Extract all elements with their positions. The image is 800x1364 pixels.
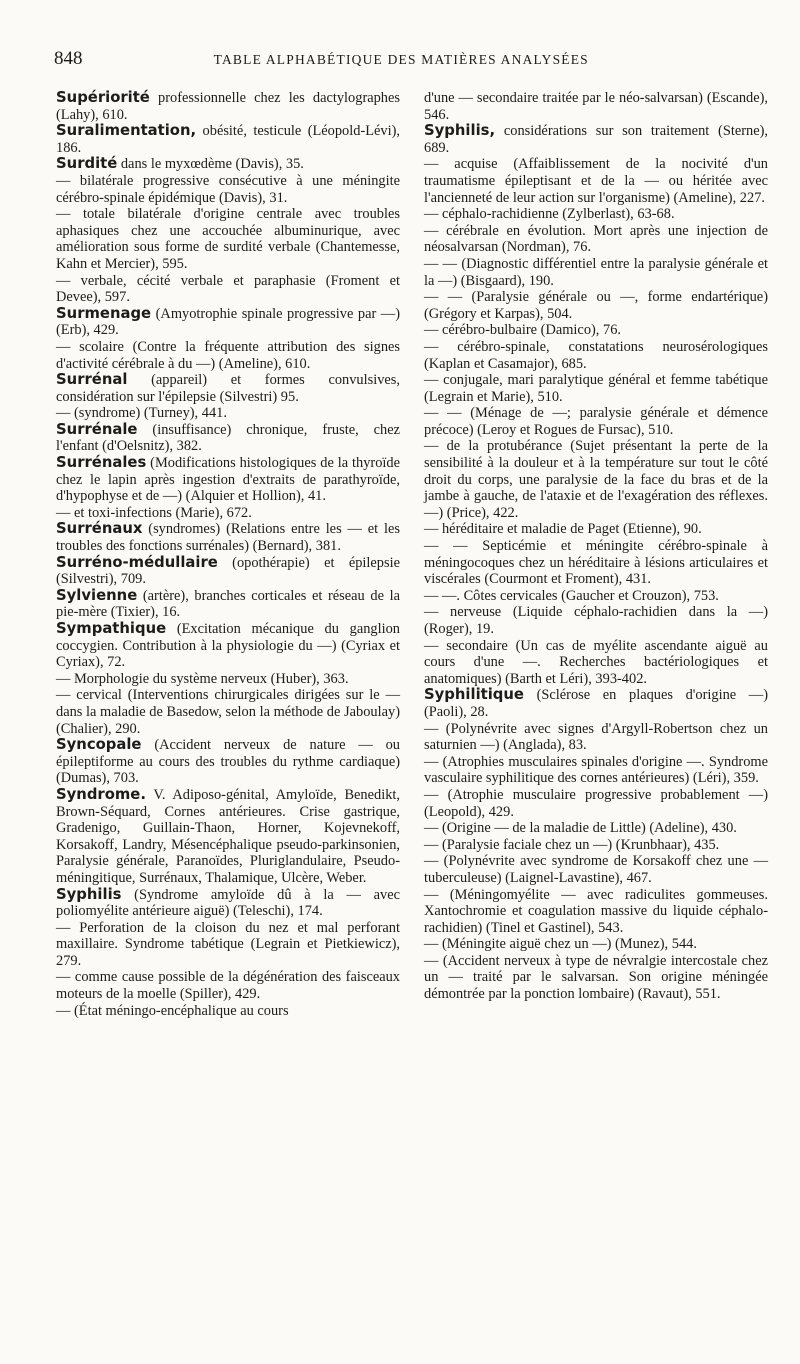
index-entry: Syphilis (Syndrome amyloïde dû à la — avec poliomyélite antérieure aiguë) (Teleschi), 174. [56, 885, 400, 920]
index-entry: Syphilitique (Sclérose en plaques d'origine —) (Paoli), 28. [424, 686, 768, 720]
index-entry: — comme cause possible de la dégénération des faisceaux moteurs de la moelle (Spiller), 429. [56, 969, 400, 1003]
right-column [424, 90, 768, 1003]
index-entry: — — (Ménage de —; paralysie générale et démence précoce) (Leroy et Rogues de Fursac), 510. [424, 405, 768, 438]
index-entry: Suralimentation, obésité, testicule (Léopold-Lévi), 186. [56, 122, 400, 156]
entry-headword: Supériorité [56, 89, 150, 106]
index-entry: — (Méningomyélite — avec radiculites gommeuses. Xantochromie et coagulation massive du liquide céphalo-rachidien) (Tinel et Gastinel), 543. [424, 886, 768, 936]
index-entry: — scolaire (Contre la fréquente attribution des signes d'activité cérébrale à du —) (Ameline), 610. [56, 338, 400, 372]
index-entry: Sylvienne (artère), branches corticales et réseau de la pie-mère (Tixier), 16. [56, 586, 400, 621]
index-entry: — totale bilatérale d'origine centrale avec troubles aphasiques chez une accouchée albuminurique, avec amélioration sous forme de surdité verbale (Chantemesse, Kahn et Mercier), 595. [56, 206, 400, 272]
index-entry: — secondaire (Un cas de myélite ascendante aiguë au cours d'une —. Recherches bactériologiques et anatomiques) (Barth et Léri), 393-402. [424, 637, 768, 687]
entry-headword: Surrénal [56, 371, 128, 389]
index-entry: — (Atrophie musculaire progressive probablement —) (Leopold), 429. [424, 786, 768, 820]
entry-headword: Surdité [56, 155, 118, 173]
entry-headword: Syphilitique [424, 686, 524, 704]
entry-headword: Syncopale [56, 736, 142, 754]
index-entry: — cérébrale en évolution. Mort après une injection de néosalvarsan (Nordman), 76. [424, 222, 768, 256]
entry-headword: Syphilis [56, 885, 122, 903]
index-entry: Supériorité professionnelle chez les dactylographes (Lahy), 610. [56, 89, 400, 123]
index-entry: Sympathique (Excitation mécanique du ganglion coccygien. Contribution à la physiologie du —) (Cyriax et Cyriax), 72. [56, 620, 400, 671]
entry-headword: Sylvienne [56, 586, 138, 604]
index-entry: Surrénale (insuffisance) chronique, fruste, chez l'enfant (d'Oelsnitz), 382. [56, 420, 400, 455]
index-entry: — de la protubérance (Sujet présentant la perte de la sensibilité à la douleur et à la température sur tout le côté droit du corps, une paralysie de la face du bras et de la jambe à gauche, de l'ataxie et de l'exagération des réflexes. —) (Price), 422. [424, 438, 768, 521]
page-header [54, 48, 760, 72]
index-entry: — (Méningite aiguë chez un —) (Munez), 544. [424, 936, 697, 953]
index-entry: — (Atrophies musculaires spinales d'origine —. Syndrome vasculaire syphilitique des cornes antérieures) (Léri), 359. [424, 753, 768, 787]
index-entry: Surdité dans le myxœdème (Davis), 35. [56, 155, 304, 173]
index-entry: — (Polynévrite avec syndrome de Korsakoff chez une — tuberculeuse) (Laignel-Lavastine), 467. [424, 853, 768, 886]
index-entry: — cérébro-spinale, constatations neurosérologiques (Kaplan et Casamajor), 685. [424, 338, 768, 372]
index-entry: d'une — secondaire traitée par le néo-salvarsan) (Escande), 546. [424, 90, 768, 123]
index-entry: Surrénales (Modifications histologiques de la thyroïde chez le lapin après ingestion d'extraits de parathyroïde, d'hypophyse et de —) (Alquier et Hollion), 41. [56, 454, 400, 505]
page-number: 848 [54, 48, 83, 69]
index-entry: — Morphologie du système nerveux (Huber), 363. [56, 670, 349, 687]
index-entry: — cervical (Interventions chirurgicales dirigées sur le — dans la maladie de Basedow, selon la méthode de Jaboulay) (Chalier), 290. [56, 687, 400, 737]
entry-headword: Sympathique [56, 620, 167, 637]
index-entry: — héréditaire et maladie de Paget (Etienne), 90. [424, 521, 702, 538]
index-entry: Syphilis, considérations sur son traitement (Sterne), 689. [424, 122, 768, 156]
index-entry: — (Paralysie faciale chez un —) (Krunbhaar), 435. [424, 836, 720, 853]
index-entry: — — Septicémie et méningite cérébro-spinale à méningocoques chez un héréditaire à lésions articulaires et viscérales (Courmont et Froment), 431. [424, 538, 768, 588]
index-entry: — acquise (Affaiblissement de la nocivité d'un traumatisme épileptisant et de la — ou héritée avec l'ancienneté de leur action sur l'organisme) (Ameline), 227. [424, 156, 768, 206]
index-entry: Surrénal (appareil) et formes convulsives, considération sur l'épilepsie (Silvestri) 95. [56, 371, 400, 405]
index-entry: — verbale, cécité verbale et paraphasie (Froment et Devee), 597. [56, 272, 400, 306]
entry-headword: Syphilis, [424, 122, 496, 140]
entry-headword: Syndrome. [56, 785, 146, 803]
index-entry: — (Polynévrite avec signes d'Argyll-Robertson chez un saturnien —) (Anglada), 83. [424, 720, 768, 754]
running-title: TABLE ALPHABÉTIQUE DES MATIÈRES ANALYSÉES [213, 52, 589, 67]
index-entry: — nerveuse (Liquide céphalo-rachidien dans la —) (Roger), 19. [424, 604, 768, 637]
index-entry: — (État méningo-encéphalique au cours [56, 1002, 289, 1019]
index-entry: — Perforation de la cloison du nez et mal perforant maxillaire. Syndrome tabétique (Legrain et Pietkiewicz), 279. [56, 919, 400, 969]
index-entry: — —. Côtes cervicales (Gaucher et Crouzon), 753. [424, 587, 719, 604]
index-entry: — bilatérale progressive consécutive à une méningite cérébro-spinale épidémique (Davis), 31. [56, 172, 400, 206]
entry-headword: Suralimentation, [56, 122, 197, 140]
index-entry: Syndrome. V. Adiposo-génital, Amyloïde, Benedikt, Brown-Séquard, Cornes antérieures. Crise gastrique, Gradenigo, Guillain-Thaon, Horner, Kojevnekoff, Korsakoff, Landry, Mésencéphalique pseudo-parkinsonien, Paralysie générale, Paranoïdes, Pluriglandulaire, Pseudo-méningitique, Surrénaux, Thalamique, Ulcère, Weber. [56, 785, 400, 886]
entry-headword: Surrénales [56, 454, 147, 472]
entry-headword: Surréno-médullaire [56, 553, 218, 571]
index-entry: Surrénaux (syndromes) (Relations entre les — et les troubles des fonctions surrénales) (Bernard), 381. [56, 520, 400, 555]
index-entry: — conjugale, mari paralytique général et femme tabétique (Legrain et Marie), 510. [424, 372, 768, 405]
entry-headword: Surmenage [56, 304, 152, 322]
left-column [56, 90, 400, 1019]
index-entry: — et toxi-infections (Marie), 672. [56, 504, 252, 521]
index-entry: — — (Paralysie générale ou —, forme endartérique) (Grégory et Karpas), 504. [424, 289, 768, 322]
index-entry: — — (Diagnostic différentiel entre la paralysie générale et la —) (Bisgaard), 190. [424, 255, 768, 289]
entry-headword: Surrénale [56, 420, 138, 438]
entry-headword: Surrénaux [56, 520, 143, 538]
index-entry: — céphalo-rachidienne (Zylberlast), 63-68. [424, 206, 675, 223]
index-entry: Syncopale (Accident nerveux de nature — ou épileptiforme au cours des troubles du rythme cardiaque) (Dumas), 703. [56, 736, 400, 787]
index-entry: Surréno-médullaire (opothérapie) et épilepsie (Silvestri), 709. [56, 553, 400, 588]
index-entry: — (syndrome) (Turney), 441. [56, 405, 227, 422]
index-entry: — (Origine — de la maladie de Little) (Adeline), 430. [424, 820, 737, 837]
index-entry: — cérébro-bulbaire (Damico), 76. [424, 322, 621, 339]
index-entry: — (Accident nerveux à type de névralgie intercostale chez un — traité par le salvarsan. Son origine méningée démontrée par la ponction lombaire) (Ravaut), 551. [424, 952, 768, 1003]
index-entry: Surmenage (Amyotrophie spinale progressive par —) (Erb), 429. [56, 304, 400, 339]
